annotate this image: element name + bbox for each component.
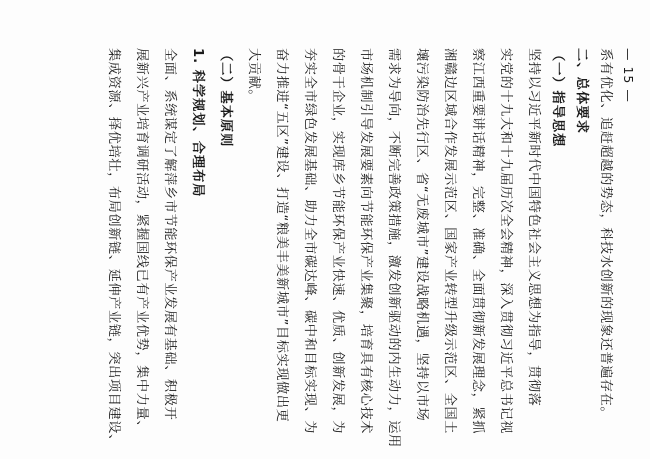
text-column-19: 集成资源、择优培壮，布局创新链、延伸产业链，突出项目建设、 (106, 48, 121, 448)
text-column-12: 夯实全市绿色发展基础、助力全市碳达峰、碳中和目标实现、为 (302, 48, 317, 435)
text-column-3: （一）指导思想 (550, 48, 565, 148)
text-column-16: 1. 科学规划、合理布局 (190, 48, 205, 198)
text-column-13: 奋力推进“五区”建设、打造“粮美丰美新城市”目标实现做出更 (274, 48, 289, 423)
text-column-2: 二、总体要求 (574, 48, 589, 135)
text-column-7: 湘赣边区域合作发展示范区、国家产业转型升级示范区、全国土 (442, 48, 457, 435)
text-column-1: 系有优化、追赶超越的势态，科技水创新的现象还普遍存在。 (598, 48, 613, 421)
text-column-9: 需求为导向，不断完善政策措施，激发创新驱动的内生动力，运用 (386, 48, 401, 448)
page-number: — 15 — (621, 48, 636, 103)
text-column-14: 大贡献。 (246, 48, 261, 104)
text-column-8: 壤污染防治先行区、省“无废城市”建设战略机遇，坚持以市场 (414, 48, 429, 422)
text-column-18: 展新兴产业培育调研活动，紧握国线已有产业优势，集中力量、 (134, 48, 149, 435)
text-column-6: 察江西重要讲话精神，完整、准确、全面贯彻新发展理念，紧抓 (470, 48, 485, 435)
text-column-17: 全面、系统谋定了解萍乡市节能环保产业发展有基础、积极开 (162, 48, 177, 421)
text-column-10: 市场机制引导发展要素向节能环保产业集聚，培育具有核心技术 (358, 48, 373, 435)
text-column-11: 的骨干企业，实现库乡节能环保产业快速、优质、创新发展，为 (330, 48, 345, 435)
text-column-5: 实党的十九大和十九届历次全会精神，深入贯彻习近平总书记视 (498, 48, 513, 435)
text-column-4: 坚持以习近平新时代中国特色社会主义思想为指导，贯彻落 (526, 48, 541, 407)
text-column-15: （二）基本原则 (218, 48, 233, 148)
